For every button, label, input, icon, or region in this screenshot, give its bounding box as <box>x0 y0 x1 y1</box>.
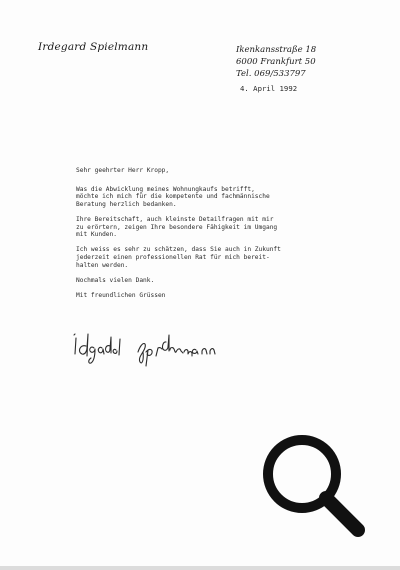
paragraph-3 <box>76 246 366 269</box>
magnifier-icon[interactable] <box>258 430 370 542</box>
closing-line: Mit freundlichen Grüssen <box>76 291 166 299</box>
paragraph-line: halten werden. <box>76 261 129 269</box>
letter-date: 4. April 1992 <box>240 84 298 93</box>
sender-name: Irdegard Spielmann <box>38 41 149 53</box>
paragraph-line: Ihre Bereitschaft, auch kleinste Detailfragen mit mir <box>76 215 274 223</box>
paragraph-1 <box>76 186 366 209</box>
paragraph-line: Beratung herzlich bedanken. <box>76 200 177 208</box>
paragraph-line: jederzeit einen professionellen Rat für mich bereit- <box>76 253 270 261</box>
sender-address <box>236 44 316 80</box>
address-phone: Tel. 069/533797 <box>236 69 306 79</box>
letter-body <box>76 167 366 300</box>
address-city: 6000 Frankfurt 50 <box>236 57 316 67</box>
address-street: Ikenkansstraße 18 <box>236 45 317 55</box>
closing <box>76 292 366 300</box>
paragraph-line: Was die Abwicklung meines Wohnungkaufs betrifft, <box>76 185 255 193</box>
salutation: Sehr geehrter Herr Kropp, <box>76 167 170 174</box>
page-bottom-edge <box>0 566 400 570</box>
paragraph-line: Nochmals vielen Dank. <box>76 276 155 284</box>
paragraph-line: zu erörtern, zeigen Ihre besondere Fähigkeit im Umgang <box>76 223 278 231</box>
signature-image <box>72 324 252 368</box>
paragraph-line: möchte ich mich für die kompetente und fachmännische <box>76 193 270 201</box>
paragraph-4 <box>76 277 366 285</box>
paragraph-line: Ich weiss es sehr zu schätzen, dass Sie auch in Zukunft <box>76 246 281 254</box>
paragraph-line: mit Kunden. <box>76 231 117 239</box>
paragraph-2 <box>76 216 366 239</box>
